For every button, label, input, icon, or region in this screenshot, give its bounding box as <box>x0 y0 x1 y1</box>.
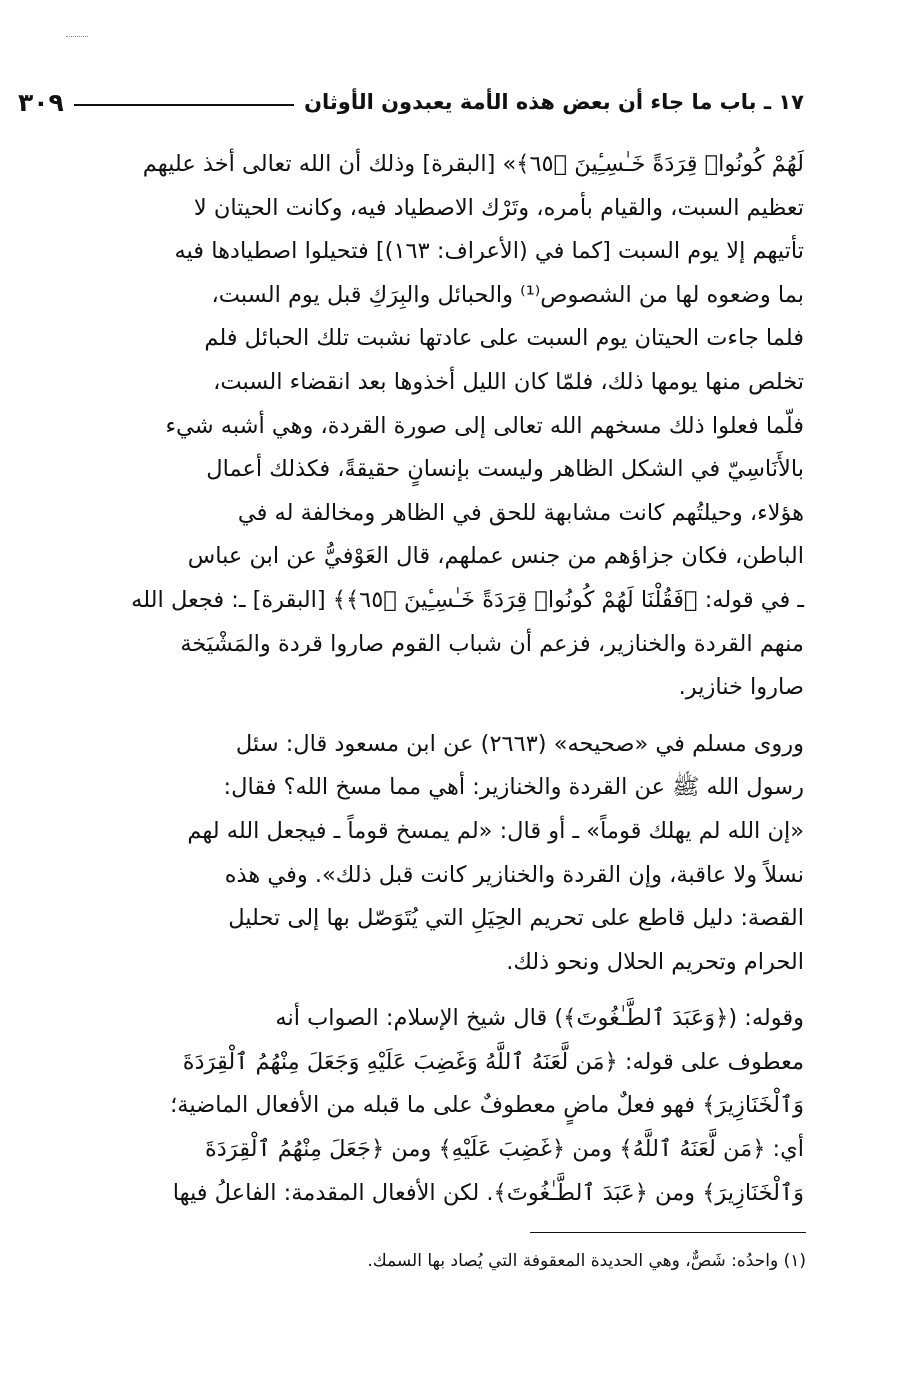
page-number: ٣٠٩ <box>18 87 64 117</box>
text-line: بما وضعوه لها من الشصوص⁽¹⁾ والحبائل والبِرَكِ قبل يوم السبت، <box>211 281 804 308</box>
text-line: وقوله: (﴿وَعَبَدَ ٱلطَّـٰغُوتَ﴾) قال شيخ الإسلام: الصواب أنه <box>275 1005 804 1032</box>
text-line: تأتيهم إلا يوم السبت [كما في (الأعراف: ١٦٣)] فتحيلوا اصطيادها فيه <box>174 238 804 265</box>
text-line: معطوف على قوله: ﴿مَن لَّعَنَهُ ٱللَّهُ وَغَضِبَ عَلَيْهِ وَجَعَلَ مِنْهُمُ ٱلْقِرَدَةَ <box>182 1048 804 1075</box>
text-line: الباطن، فكان جزاؤهم من جنس عملهم، قال العَوْفيُّ عن ابن عباس <box>187 543 804 570</box>
text-line: ـ في قوله: ﴿فَقُلْنَا لَهُمْ كُونُوا۟ قِرَدَةً خَـٰسِـِٔينَ ﴿٦٥﴾﴾ [البقرة] ـ: فجعل الله <box>131 586 804 613</box>
text-line: تعظيم السبت، والقيام بأمره، وتَرْك الاصطياد فيه، وكانت الحيتان لا <box>193 194 804 221</box>
text-line: منهم القردة والخنازير، فزعم أن شباب القوم صاروا قردة والمَشْيَخة <box>180 630 804 657</box>
scan-corner-mark <box>66 36 88 37</box>
text-line: بالأَنَاسِيّ في الشكل الظاهر وليست بإنسانٍ حقيقةً، فكذلك أعمال <box>206 456 804 483</box>
text-line: هؤلاء، وحيلتُهم كانت مشابهة للحق في الظاهر ومخالفة له في <box>237 499 804 526</box>
header-rule <box>74 104 294 106</box>
text-line: تخلص منها يومها ذلك، فلمّا كان الليل أخذوها بعد انقضاء السبت، <box>213 368 804 395</box>
text-line: رسول الله ﷺ عن القردة والخنازير: أهي مما مسخ الله؟ فقال: <box>223 774 804 801</box>
text-line: نسلاً ولا عاقبة، وإن القردة والخنازير كانت قبل ذلك». وفي هذه <box>224 861 804 888</box>
text-line: لَهُمْ كُونُوا۟ قِرَدَةً خَـٰسِـِٔينَ ﴿٦٥﴾» [البقرة] وذلك أن الله تعالى أخذ عليهم <box>142 151 804 177</box>
text-line: الحرام وتحريم الحلال ونحو ذلك. <box>506 948 804 975</box>
text-line: «إن الله لم يهلك قوماً» ـ أو قال: «لم يمسخ قوماً ـ فيجعل الله لهم <box>187 817 804 844</box>
text-line: وَٱلْخَنَازِيرَ﴾ ومن ﴿عَبَدَ ٱلطَّـٰغُوتَ﴾. لكن الأفعال المقدمة: الفاعلُ فيها <box>172 1179 804 1206</box>
text-line: أي: ﴿مَن لَّعَنَهُ ٱللَّهُ﴾ ومن ﴿غَضِبَ عَلَيْهِ﴾ ومن ﴿جَعَلَ مِنْهُمُ ٱلْقِرَدَةَ <box>205 1136 804 1163</box>
chapter-title: ١٧ ـ باب ما جاء أن بعض هذه الأمة يعبدون الأوثان <box>304 90 804 114</box>
footnote-separator <box>530 1232 806 1233</box>
main-text <box>108 143 804 1215</box>
text-line: وَٱلْخَنَازِيرَ﴾ فهو فعلٌ ماضٍ معطوفٌ على ما قبله من الأفعال الماضية؛ <box>170 1092 804 1119</box>
footnote: (١) واحدُه: شَصٌّ، وهي الحديدة المعقوفة التي يُصاد بها السمك. <box>367 1251 806 1271</box>
text-line: فلّما فعلوا ذلك مسخهم الله تعالى إلى صورة القردة، وهي أشبه شيء <box>165 412 804 439</box>
text-line: وروى مسلم في «صحيحه» (٢٦٦٣) عن ابن مسعود قال: سئل <box>235 730 804 757</box>
text-line: فلما جاءت الحيتان يوم السبت على عادتها نشبت تلك الحبائل فلم <box>204 325 804 352</box>
running-header <box>18 80 804 124</box>
text-line: القصة: دليل قاطع على تحريم الحِيَلِ التي يُتَوَصّل بها إلى تحليل <box>228 905 804 932</box>
text-line: صاروا خنازير. <box>678 674 804 701</box>
